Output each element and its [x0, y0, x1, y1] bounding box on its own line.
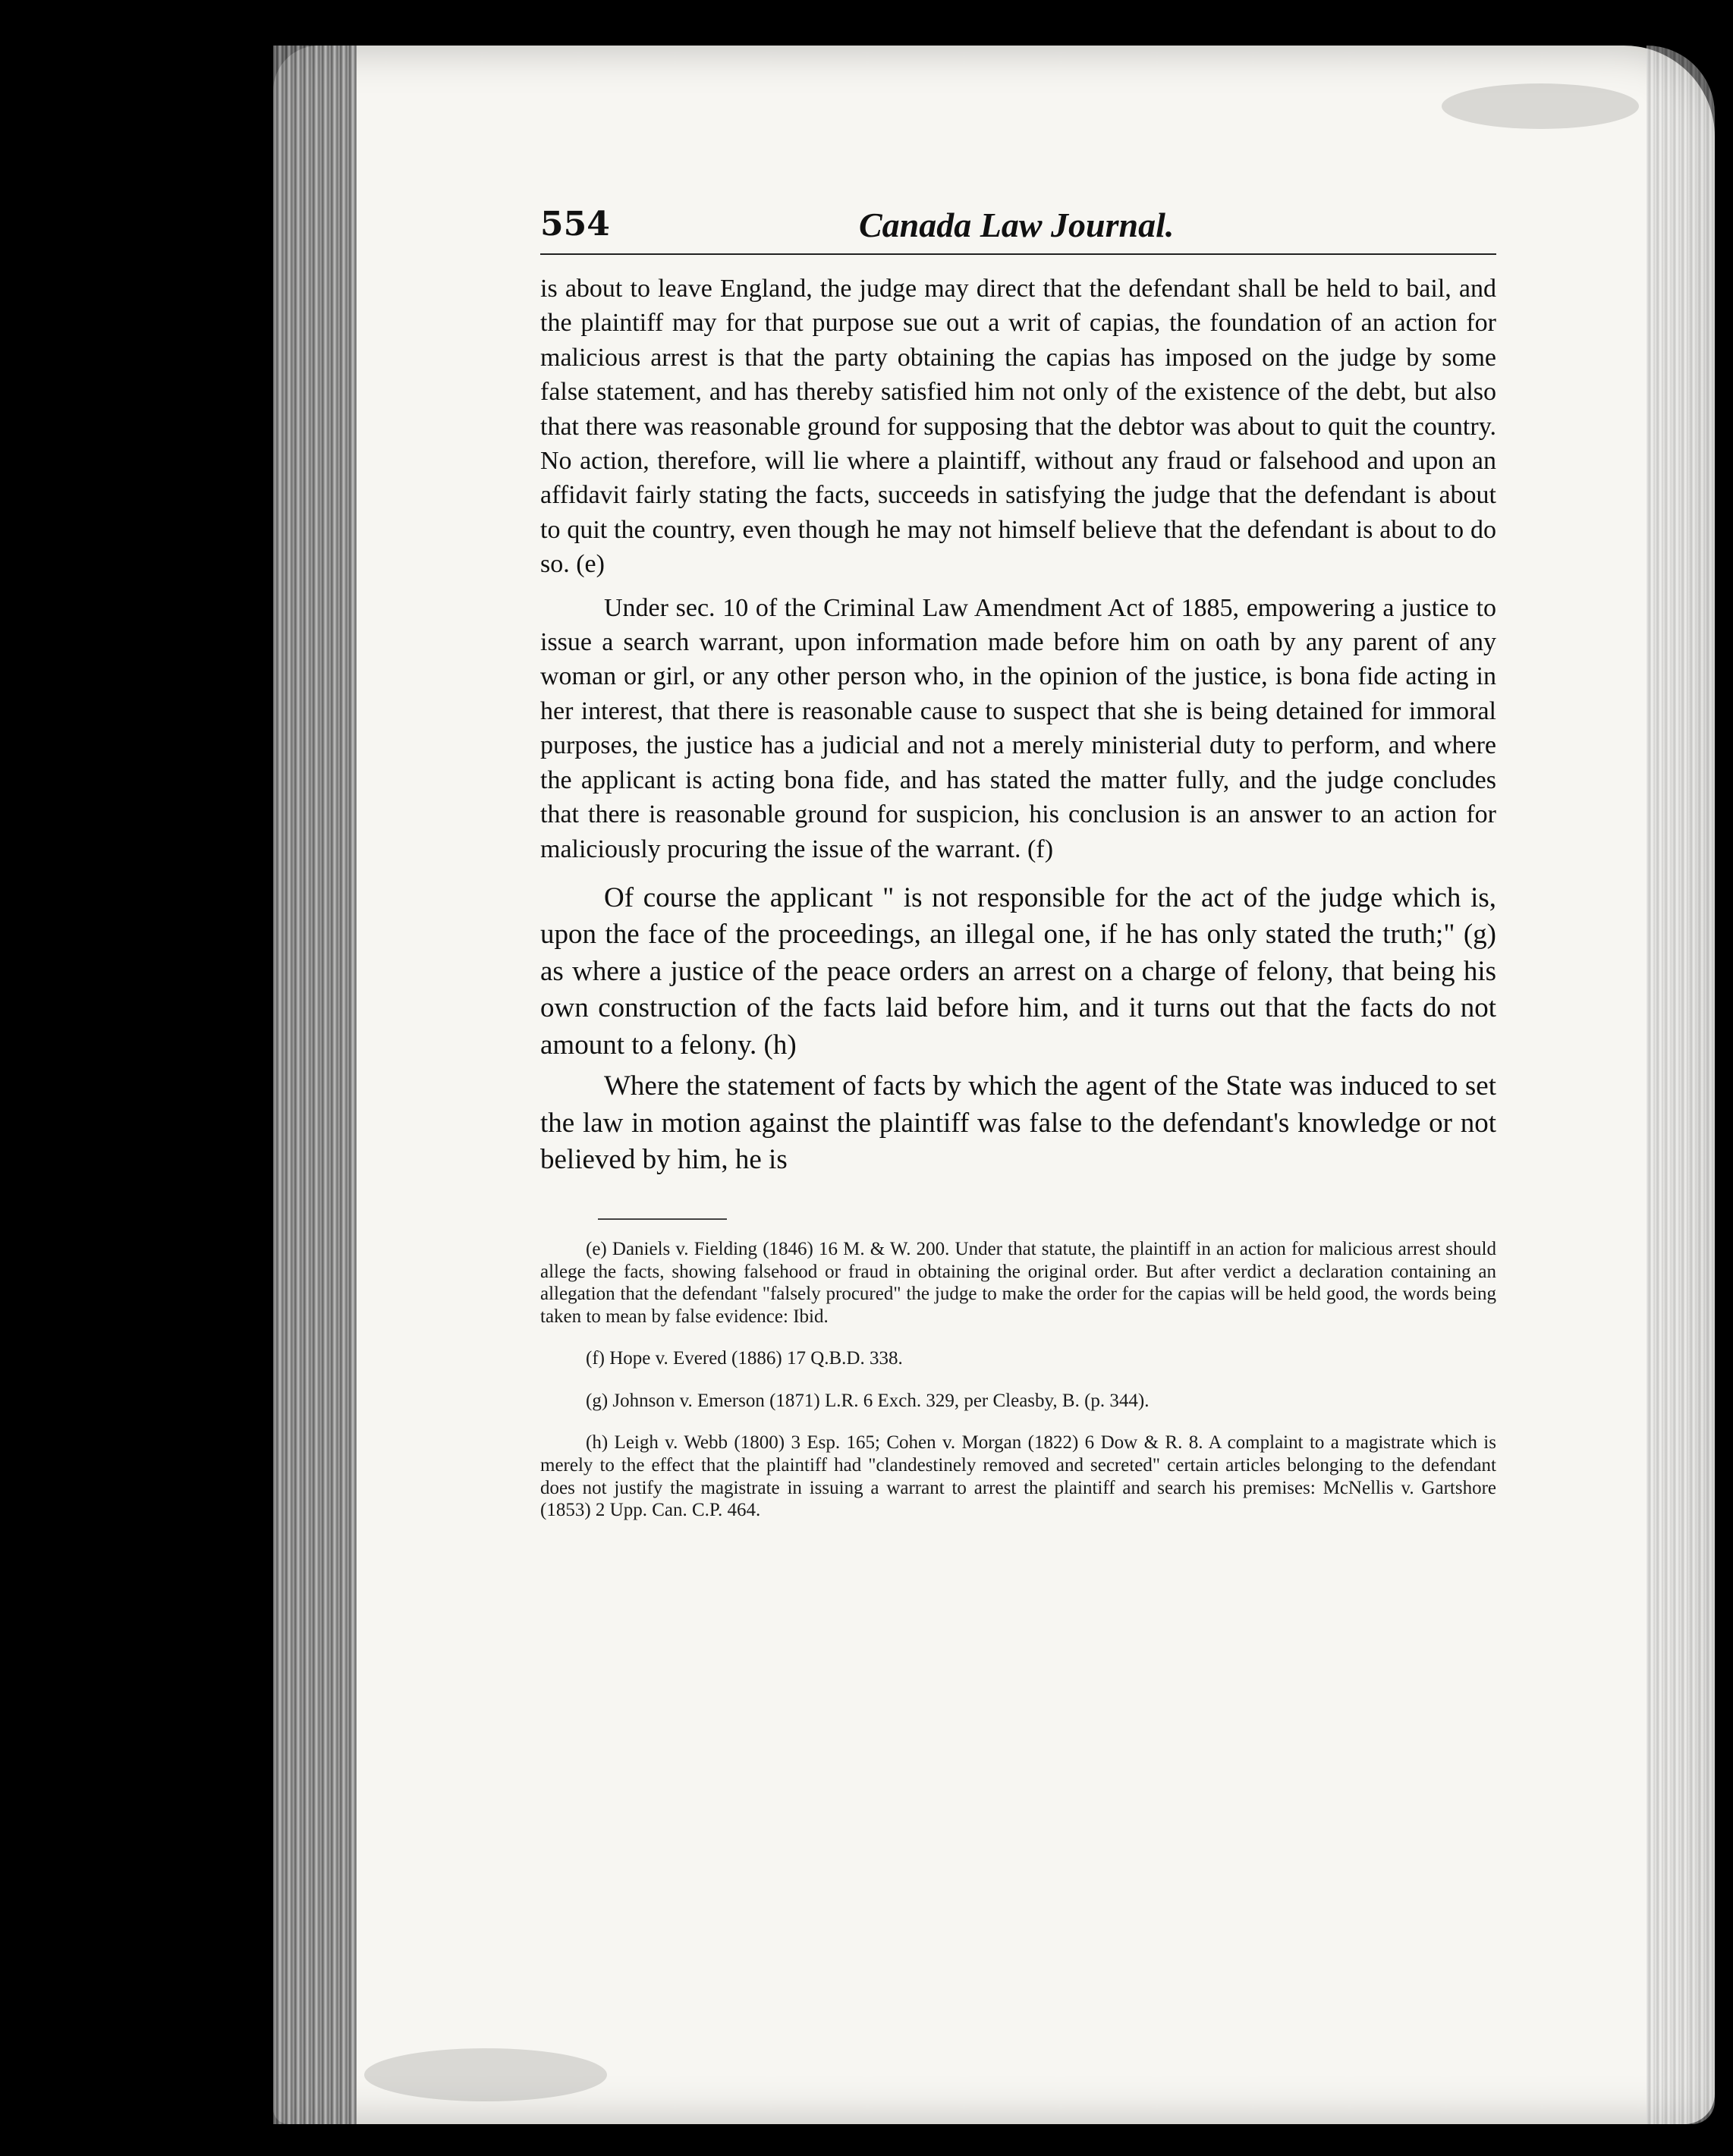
footnote-h: (h) Leigh v. Webb (1800) 3 Esp. 165; Cohen v. Morgan (1822) 6 Dow & R. 8. A complaint to a magistrate which is merely to the effect that the plaintiff had "clandestinely removed and secreted" certain articles belonging to the defendant does not justify the magistrate in issuing a warrant to arrest the plaintiff and search his premises: McNellis v. Gartshore (1853) 2 Upp. Can. C.P. 464. [540, 1432, 1496, 1521]
body-paragraph: Where the statement of facts by which the agent of the State was induced to set the law in motion against the plaintiff was false to the defendant's knowledge or not believed by him, he is [540, 1070, 1496, 1176]
page-content [540, 205, 1496, 1522]
running-head [540, 205, 1496, 255]
footnote-g: (g) Johnson v. Emerson (1871) L.R. 6 Exch. 329, per Cleasby, B. (p. 344). [586, 1390, 1150, 1411]
footnotes [540, 1238, 1496, 1522]
journal-title: Canada Law Journal. [859, 206, 1175, 244]
scan-smudge [1442, 83, 1639, 129]
footnote-e: (e) Daniels v. Fielding (1846) 16 M. & W. 200. Under that statute, the plaintiff in an action for malicious arrest should allege the facts, showing falsehood or fraud in obtaining the original order. But after verdict a declaration containing an allegation that the defendant "falsely procured" the judge to make the order for the capias will be held good, the words being taken to mean by false evidence: Ibid. [540, 1238, 1496, 1327]
footnote-divider [598, 1218, 727, 1220]
page-number: 554 [540, 205, 610, 244]
footnote-f: (f) Hope v. Evered (1886) 17 Q.B.D. 338. [586, 1348, 903, 1369]
scan-smudge [364, 2048, 607, 2101]
body-paragraph: is about to leave England, the judge may direct that the defendant shall be held to bail, and the plaintiff may for that purpose sue out a writ of capias, the foundation of an action for malicious arrest is that the party obtaining the capias has imposed on the judge by some false statement, and has thereby satisfied him not only of the existence of the debt, but also that there was reasonable ground for supposing that the debtor was about to quit the country. No action, therefore, will lie where a plaintiff, without any fraud or falsehood and upon an affidavit fairly stating the facts, succeeds in satisfying the judge that the defendant is about to quit the country, even though he may not himself believe that the defendant is about to do so. (e) [540, 275, 1496, 579]
page-edge-shadow [1647, 46, 1715, 2124]
body-paragraph: Of course the applicant " is not responsible for the act of the judge which is, upon the face of the proceedings, an illegal one, if he has only stated the truth;" (g) as where a justice of the peace orders an arrest on a charge of felony, that being his own construction of the facts laid before him, and it turns out that the facts do not amount to a felony. (h) [540, 882, 1496, 1061]
page-gutter-shadow [273, 46, 357, 2124]
body-paragraph: Under sec. 10 of the Criminal Law Amendment Act of 1885, empowering a justice to issue a search warrant, upon information made before him on oath by any parent of any woman or girl, or any other person who, in the opinion of the justice, is bona fide acting in her interest, that there is reasonable cause to suspect that she is being detained for immoral purposes, the justice has a judicial and not a merely ministerial duty to perform, and where the applicant is acting bona fide, and has stated the matter fully, and the judge concludes that there is reasonable ground for suspicion, his conclusion is an answer to an action for maliciously procuring the issue of the warrant. (f) [540, 593, 1496, 863]
